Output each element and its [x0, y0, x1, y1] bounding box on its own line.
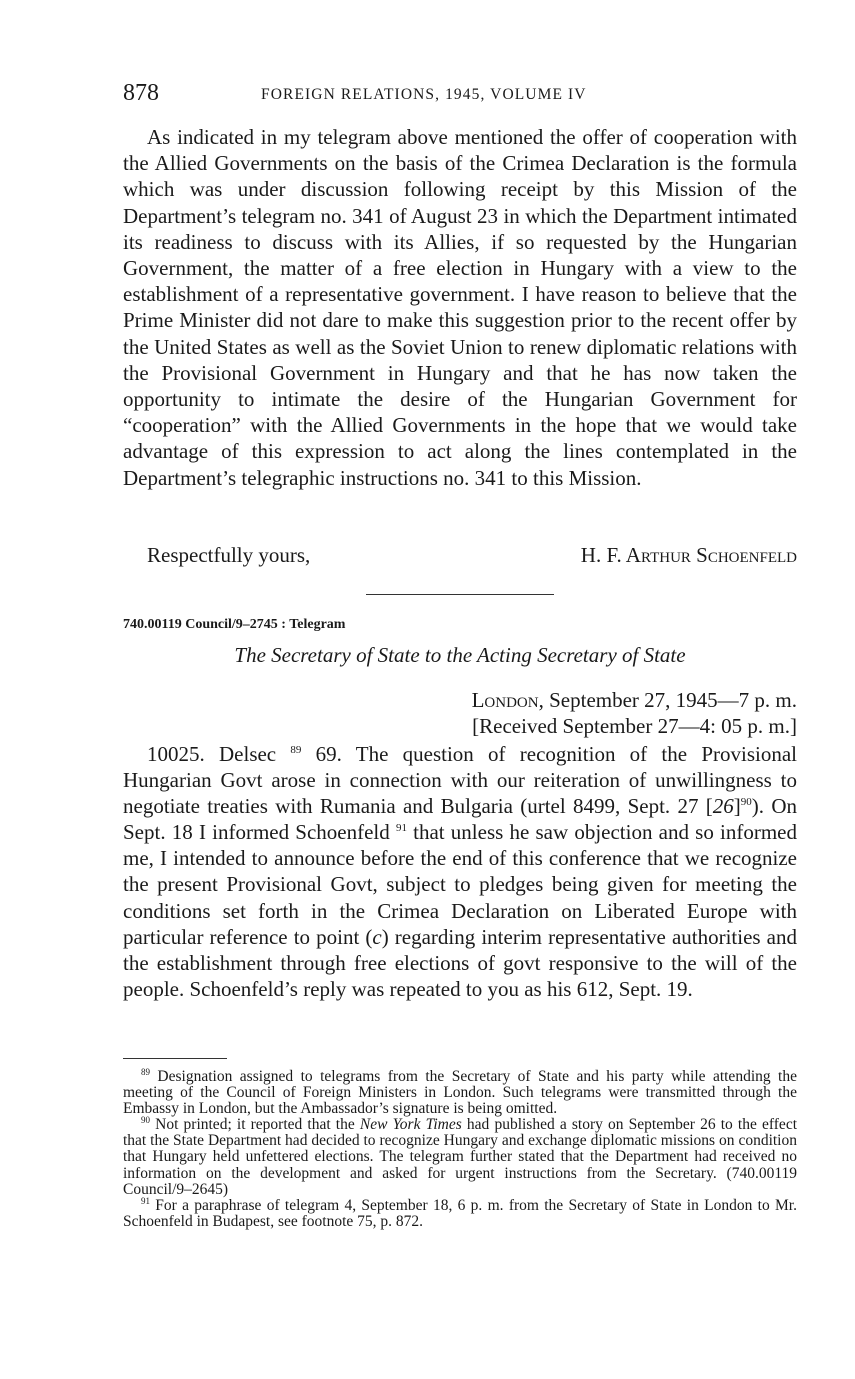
footnote-text: had published a story on September 26 to the effect that the State Department had decided to recognize Hungary and exchange diplomatic missions on condition that Hungary held unfettered elections. The telegram further stated that the Department had received no information on the development and asked for urgent instructions from the Secretary. (740.00119 Council/9–2645): [123, 1116, 798, 1198]
footnote-number: 90: [141, 1115, 150, 1126]
document-title: The Secretary of State to the Acting Secretary of State: [234, 643, 686, 667]
footnote-number: 91: [141, 1195, 150, 1206]
footnote-89: [123, 1066, 797, 1118]
received-line: [Received September 27—4: 05 p. m.]: [472, 714, 797, 738]
dateline-place: London: [471, 688, 539, 712]
dateline-date: , September 27, 1945—7 p. m.: [538, 688, 797, 712]
footnote-text: Designation assigned to telegrams from the Secretary of State and his party while attending the meeting of the Council of Foreign Ministers in London. Such telegrams were transmitted through the Embassy in London, but the Ambassador’s signature is being omitted.: [123, 1068, 797, 1118]
letter-body: [123, 124, 797, 491]
page-header: [123, 80, 797, 110]
telegram-paragraph: [123, 741, 797, 1002]
footnote-ref-90: 90: [740, 796, 752, 809]
file-reference: 740.00119 Council/9–2745 : Telegram: [123, 617, 346, 632]
signature: H. F. Arthur Schoenfeld: [580, 543, 797, 567]
point-letter: c: [372, 924, 382, 949]
salutation: Respectfully yours,: [147, 543, 311, 567]
footnote-text: For a paraphrase of telegram 4, September 18, 6 p. m. from the Secretary of State in London to Mr. Schoenfeld in Budapest, see footnote 75, p. 872.: [123, 1196, 797, 1230]
footnote-text: Not printed; it reported that the: [150, 1116, 360, 1134]
telegram-text: ) regarding interim representative authorities and the establishment through free elections of govt responsive to the will of the people. Schoenfeld’s reply was repeated to you as his 612, Sept. 19.: [123, 924, 797, 1001]
running-title: FOREIGN RELATIONS, 1945, VOLUME IV: [261, 86, 587, 103]
telegram-text: ). On Sept. 18 I informed Schoenfeld: [123, 794, 797, 845]
telegram-text: that unless he saw objection and so informed me, I intended to announce before the end of this conference that we recognize the present Provisional Govt, subject to pledges being given for meeting the conditions set forth in the Crimea Declaration on Liberated Europe with particular reference to point (: [123, 820, 797, 949]
section-divider: [366, 594, 554, 595]
newspaper-title: New York Times: [359, 1116, 462, 1134]
telegram-text: 69. The question of recognition of the Provisional Hungarian Govt arose in connection with our reiteration of unwillingness to negotiate treaties with Rumania and Bulgaria (urtel 8499, Sept. 27 [: [123, 742, 797, 819]
telegram-text: 10025. Delsec: [147, 742, 277, 766]
body-paragraph: As indicated in my telegram above mentioned the offer of cooperation with the Allied Governments on the basis of the Crimea Declaration is the formula which was under discussion following receipt by this Mission of the Department’s telegram no. 341 of August 23 in which the Department intimated its readiness to discuss with its Allies, if so requested by the Hungarian Government, the matter of a free election in Hungary with a view to the establishment of a representative government. I have reason to believe that the Prime Minister did not dare to make this suggestion prior to the recent offer by the United States as well as the Soviet Union to renew diplomatic relations with the Provisional Government in Hungary and that he has now taken the opportunity to intimate the desire of the Hungarian Government for “cooperation” with the Allied Governments in the hope that we would take advantage of this expression to act along the lines contemplated in the Department’s telegraphic instructions no. 341 to this Mission.: [123, 125, 797, 490]
footnotes: [123, 1066, 798, 1230]
footnote-ref-91: 91: [395, 822, 407, 835]
telegram-text: ]: [733, 794, 741, 819]
dateline: [123, 688, 797, 713]
footnote-90: [123, 1117, 797, 1197]
telegram-body: [123, 741, 797, 1002]
page-number: 878: [123, 80, 159, 106]
footnote-rule: [123, 1058, 227, 1059]
footnote-number: 89: [141, 1066, 150, 1077]
footnote-ref-89: 89: [290, 744, 302, 756]
bracket-date: 26: [712, 794, 734, 819]
footnote-91: [123, 1195, 797, 1230]
